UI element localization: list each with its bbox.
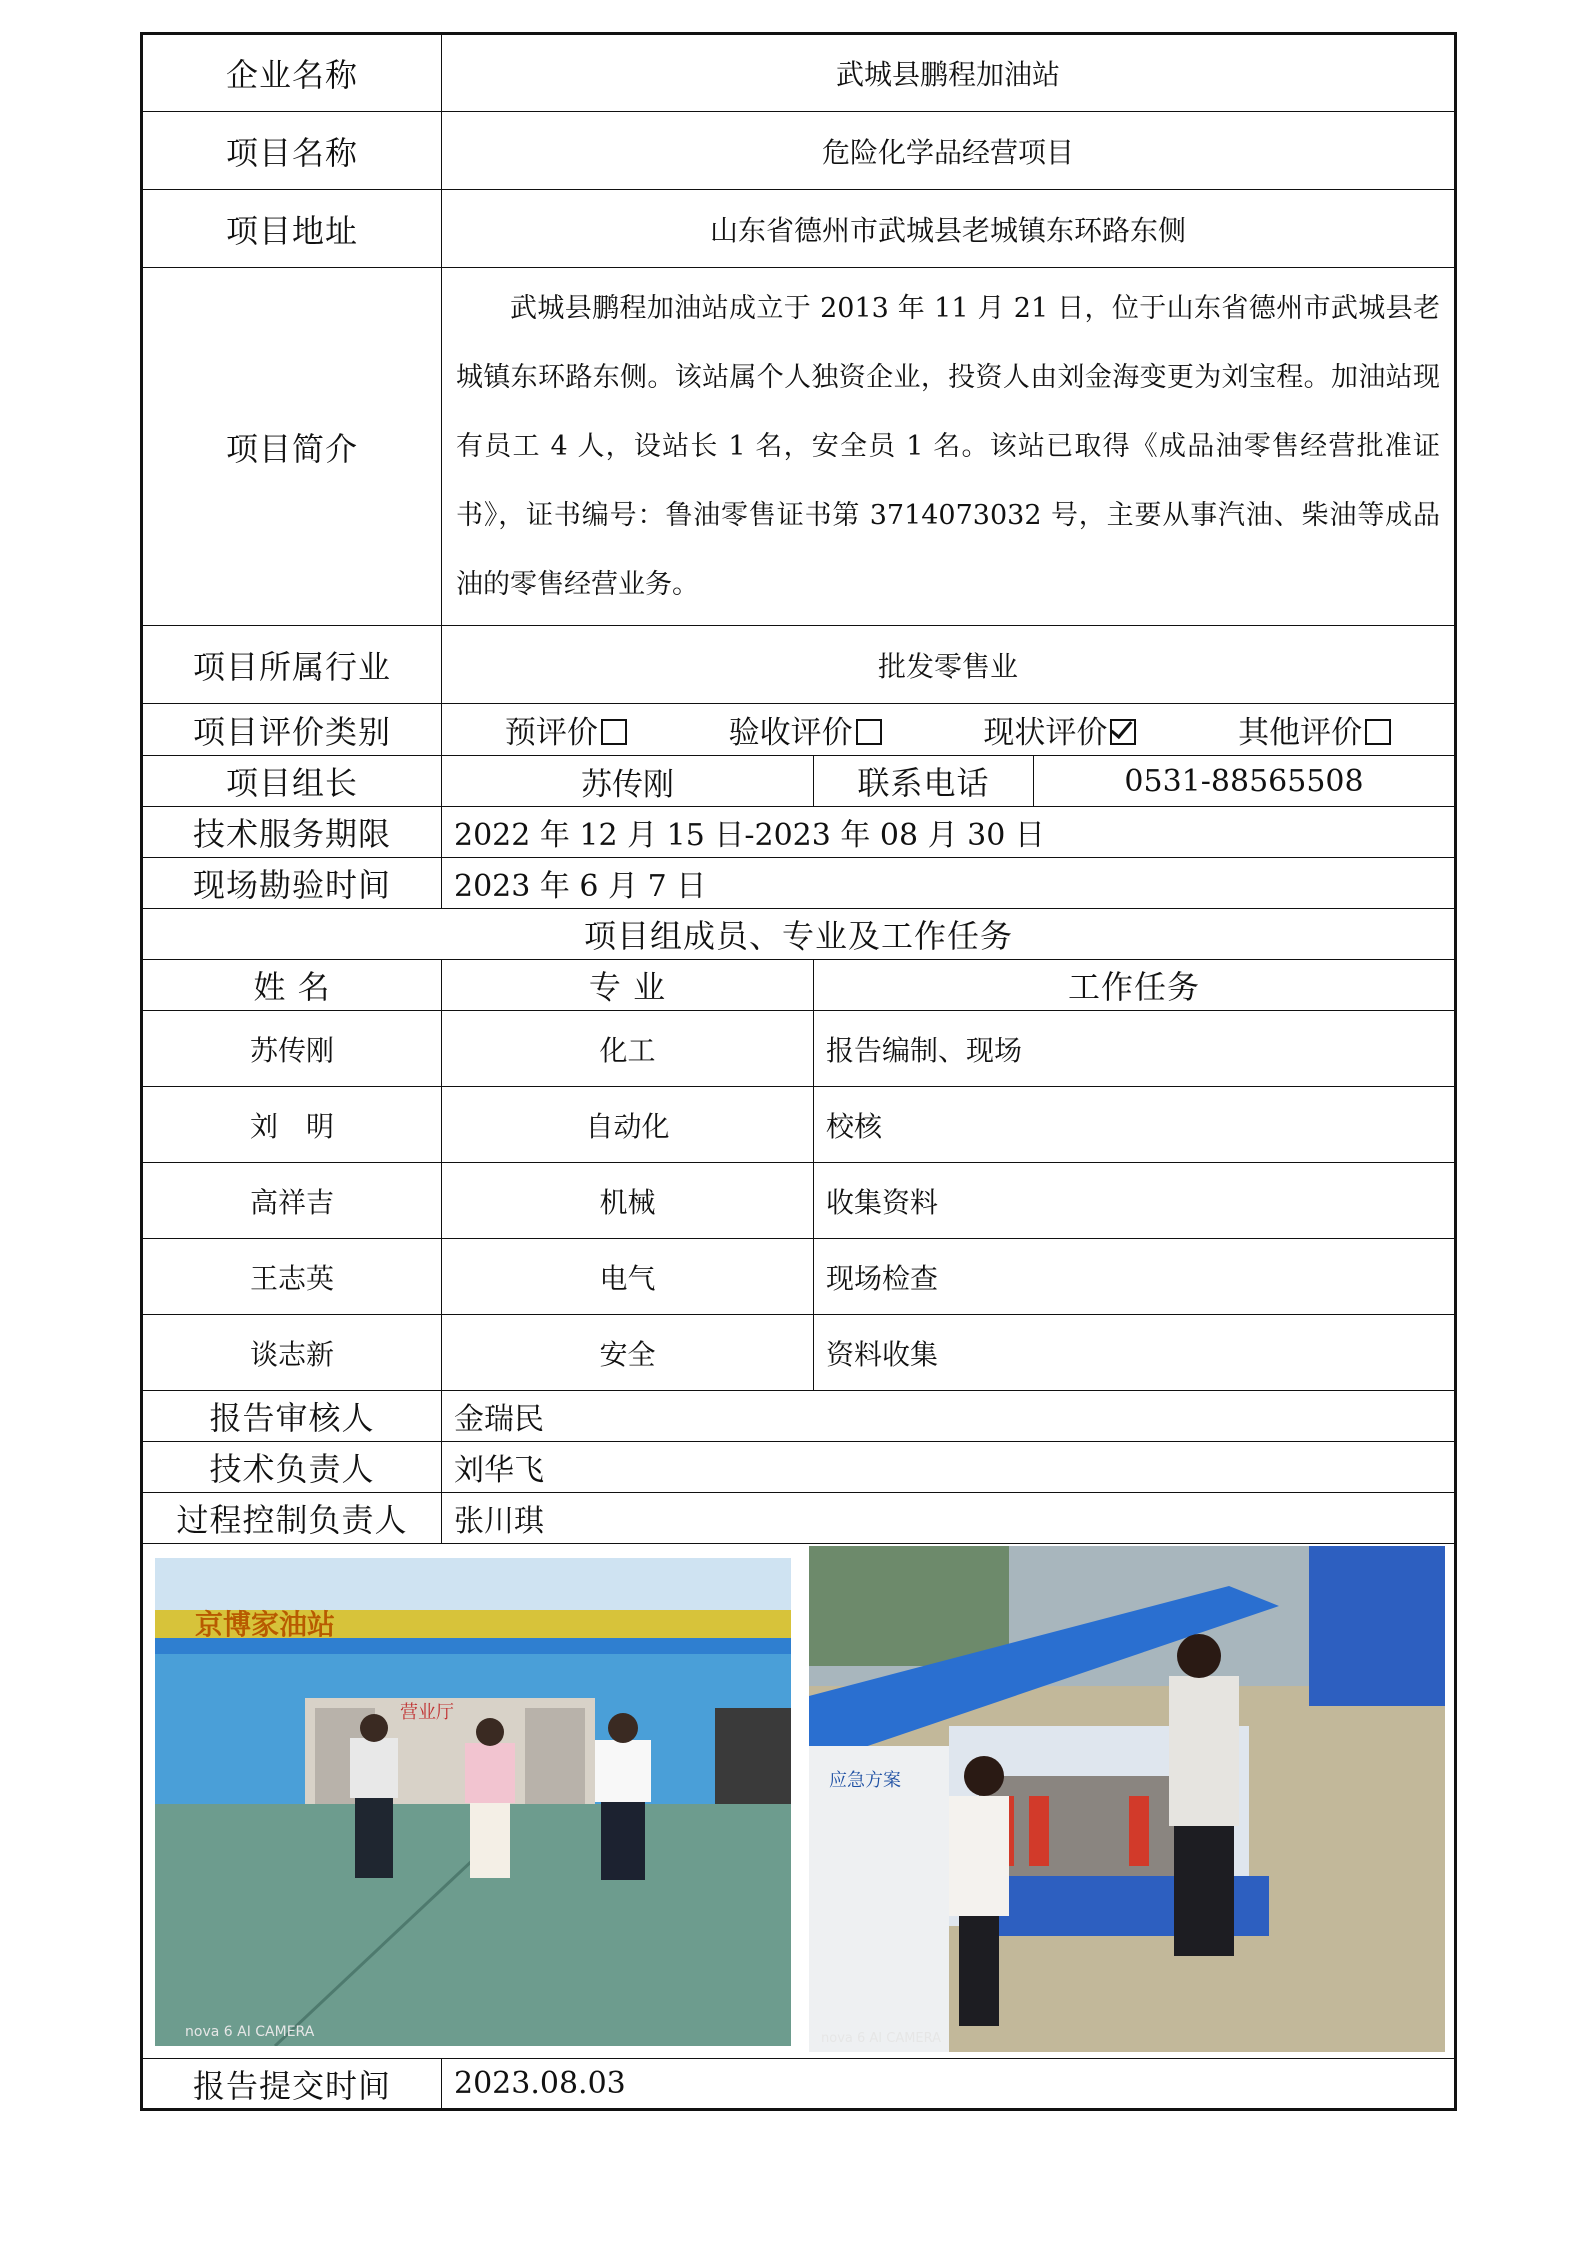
report-form	[140, 32, 1454, 2122]
table-row	[142, 1011, 1456, 1087]
header-name: 姓 名	[142, 960, 442, 1011]
store-sign-text: 京博家油站	[195, 1608, 336, 1641]
row-tech-lead	[142, 1442, 1456, 1493]
industry-label: 项目所属行业	[142, 626, 442, 704]
member-task: 报告编制、现场	[814, 1011, 1456, 1087]
table-row	[142, 1087, 1456, 1163]
member-name: 苏传刚	[142, 1011, 442, 1087]
tech-lead-value: 刘华飞	[442, 1442, 1456, 1493]
submit-value: 2023.08.03	[442, 2059, 1456, 2110]
eval-option-current: 现状评价	[983, 707, 1136, 752]
camera-watermark: nova 6 AI CAMERA	[185, 2024, 315, 2040]
project-name-value: 危险化学品经营项目	[442, 112, 1456, 190]
service-period-value: 2022 年 12 月 15 日-2023 年 08 月 30 日	[442, 807, 1456, 858]
row-submit	[142, 2059, 1456, 2110]
eval-option-pre: 预评价	[505, 707, 627, 752]
photos-cell	[142, 1544, 1456, 2059]
member-name: 王志英	[142, 1239, 442, 1315]
site-survey-value: 2023 年 6 月 7 日	[442, 858, 1456, 909]
project-name-label: 项目名称	[142, 112, 442, 190]
info-table	[140, 32, 1457, 2111]
row-site-survey	[142, 858, 1456, 909]
evaluation-type-options	[442, 704, 1456, 756]
industry-value: 批发零售业	[442, 626, 1456, 704]
reviewer-value: 金瑞民	[442, 1391, 1456, 1442]
project-intro-label: 项目简介	[142, 268, 442, 626]
header-major: 专 业	[442, 960, 814, 1011]
member-major: 化工	[442, 1011, 814, 1087]
team-leader-label: 项目组长	[142, 756, 442, 807]
row-project-intro	[142, 268, 1456, 626]
eval-option-acceptance: 验收评价	[729, 707, 882, 752]
site-survey-label: 现场勘验时间	[142, 858, 442, 909]
member-major: 安全	[442, 1315, 814, 1391]
row-evaluation-type	[142, 704, 1456, 756]
table-row	[142, 1239, 1456, 1315]
enterprise-label: 企业名称	[142, 34, 442, 112]
member-major: 电气	[442, 1239, 814, 1315]
member-task: 资料收集	[814, 1315, 1456, 1391]
checked-checkbox-icon	[1110, 719, 1136, 745]
process-lead-value: 张川琪	[442, 1493, 1456, 1544]
hall-sign-text: 营业厅	[400, 1702, 454, 1723]
member-name: 谈志新	[142, 1315, 442, 1391]
tech-lead-label: 技术负责人	[142, 1442, 442, 1493]
checkbox-icon	[1365, 719, 1391, 745]
member-task: 校核	[814, 1087, 1456, 1163]
table-row	[142, 1163, 1456, 1239]
project-address-value: 山东省德州市武城县老城镇东环路东侧	[442, 190, 1456, 268]
member-name: 高祥吉	[142, 1163, 442, 1239]
row-industry	[142, 626, 1456, 704]
submit-label: 报告提交时间	[142, 2059, 442, 2110]
row-process-lead	[142, 1493, 1456, 1544]
row-reviewer	[142, 1391, 1456, 1442]
row-service-period	[142, 807, 1456, 858]
process-lead-label: 过程控制负责人	[142, 1493, 442, 1544]
member-task: 收集资料	[814, 1163, 1456, 1239]
checkbox-icon	[856, 719, 882, 745]
project-intro-text: 武城县鹏程加油站成立于 2013 年 11 月 21 日，位于山东省德州市武城县老城镇东环路东侧。该站属个人独资企业，投资人由刘金海变更为刘宝程。加油站现有员工 4 人，设站长 1 名，安全员 1 名。该站已取得《成品油零售经营批准证书》，证书编号：鲁油零售证书第 3714073032 号，主要从事汽油、柴油等成品油的零售经营业务。	[442, 268, 1456, 626]
member-major: 自动化	[442, 1087, 814, 1163]
row-enterprise	[142, 34, 1456, 112]
board-title-text: 应急方案	[829, 1770, 901, 1791]
team-leader-value: 苏传刚	[442, 756, 814, 807]
row-members-header	[142, 960, 1456, 1011]
checkbox-icon	[601, 719, 627, 745]
enterprise-value: 武城县鹏程加油站	[442, 34, 1456, 112]
member-name: 刘 明	[142, 1087, 442, 1163]
phone-label: 联系电话	[814, 756, 1034, 807]
row-members-title	[142, 909, 1456, 960]
member-major: 机械	[442, 1163, 814, 1239]
member-task: 现场检查	[814, 1239, 1456, 1315]
header-task: 工作任务	[814, 960, 1456, 1011]
evaluation-type-label: 项目评价类别	[142, 704, 442, 756]
site-photo-storefront	[155, 1558, 791, 2046]
eval-option-other: 其他评价	[1238, 707, 1391, 752]
site-photo-equipment	[809, 1546, 1445, 2052]
row-project-name	[142, 112, 1456, 190]
phone-value: 0531-88565508	[1034, 756, 1456, 807]
table-row	[142, 1315, 1456, 1391]
members-title: 项目组成员、专业及工作任务	[142, 909, 1456, 960]
row-project-address	[142, 190, 1456, 268]
project-address-label: 项目地址	[142, 190, 442, 268]
reviewer-label: 报告审核人	[142, 1391, 442, 1442]
row-team-leader	[142, 756, 1456, 807]
service-period-label: 技术服务期限	[142, 807, 442, 858]
row-photos	[142, 1544, 1456, 2059]
camera-watermark: nova 6 AI CAMERA	[821, 2031, 942, 2046]
